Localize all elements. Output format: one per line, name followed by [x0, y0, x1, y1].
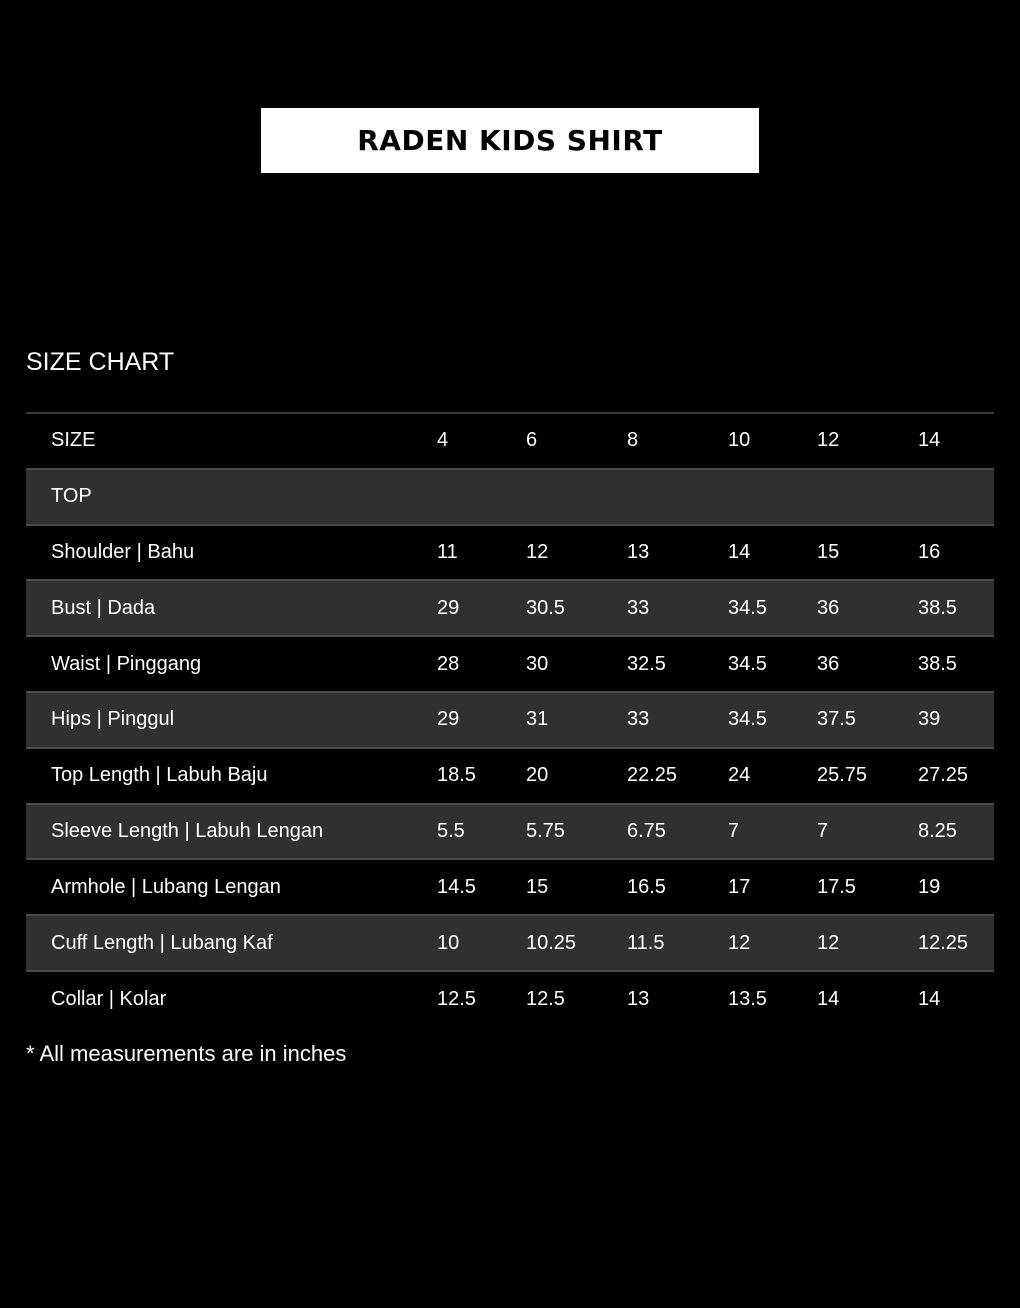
- table-header-row: [26, 413, 994, 469]
- table-cell: 38.5: [918, 652, 957, 675]
- table-cell: 24: [728, 764, 751, 787]
- table-cell: 36: [817, 652, 840, 675]
- table-row: [26, 580, 994, 636]
- table-cell: 20: [526, 764, 549, 787]
- table-cell: 17.5: [817, 875, 856, 898]
- table-cell: 5.75: [526, 819, 565, 842]
- size-chart-table: [26, 412, 994, 1027]
- table-cell: 10: [437, 931, 460, 954]
- measurement-footnote: * All measurements are in inches: [26, 1041, 347, 1066]
- table-cell: 34.5: [728, 652, 767, 675]
- table-cell: 14: [728, 540, 751, 563]
- row-label: Shoulder | Bahu: [51, 540, 195, 563]
- table-row: [26, 636, 994, 692]
- row-label: Top Length | Labuh Baju: [51, 764, 268, 787]
- table-cell: 14: [918, 987, 941, 1010]
- table-cell: 34.5: [728, 708, 767, 731]
- table-cell: 12.25: [918, 931, 969, 954]
- table-cell: 28: [437, 652, 460, 675]
- table-cell: 27.25: [918, 764, 969, 787]
- table-cell: 13: [627, 540, 650, 563]
- table-cell: 22.25: [627, 764, 678, 787]
- table-cell: 36: [817, 596, 840, 619]
- table-cell: 7: [817, 819, 829, 842]
- table-row: [26, 971, 994, 1027]
- table-cell: 14: [817, 987, 840, 1010]
- table-cell: 15: [817, 540, 840, 563]
- row-label: Bust | Dada: [51, 596, 156, 619]
- table-cell: 12.5: [526, 987, 565, 1010]
- row-label: Armhole | Lubang Lengan: [51, 875, 281, 898]
- table-row: [26, 525, 994, 581]
- table-row: [26, 748, 994, 804]
- table-row: [26, 859, 994, 915]
- table-cell: 10.25: [526, 931, 577, 954]
- row-label: Waist | Pinggang: [51, 652, 202, 675]
- table-cell: 12: [817, 931, 840, 954]
- group-label: TOP: [51, 485, 92, 508]
- table-cell: 11: [437, 540, 458, 563]
- page-title: RADEN KIDS SHIRT: [357, 124, 663, 157]
- table-cell: 16.5: [627, 875, 666, 898]
- header-cell: SIZE: [51, 429, 96, 452]
- table-cell: 30: [526, 652, 549, 675]
- row-label: Cuff Length | Lubang Kaf: [51, 931, 273, 954]
- table-cell: 33: [627, 708, 650, 731]
- row-label: Collar | Kolar: [51, 987, 167, 1010]
- table-cell: 17: [728, 875, 751, 898]
- group-row: [26, 469, 994, 525]
- row-label: Sleeve Length | Labuh Lengan: [51, 819, 324, 842]
- table-row: [26, 915, 994, 971]
- table-cell: 38.5: [918, 596, 957, 619]
- title-banner: [261, 108, 759, 173]
- table-cell: 16: [918, 540, 941, 563]
- table-cell: 29: [437, 708, 460, 731]
- table-cell: 34.5: [728, 596, 767, 619]
- table-cell: 15: [526, 875, 549, 898]
- table-cell: 11.5: [627, 931, 665, 954]
- header-cell: 8: [627, 429, 639, 452]
- row-label: Hips | Pinggul: [51, 708, 175, 731]
- table-cell: 13.5: [728, 987, 767, 1010]
- table-cell: 19: [918, 875, 941, 898]
- table-cell: 25.75: [817, 764, 868, 787]
- table-cell: 37.5: [817, 708, 856, 731]
- table-cell: 6.75: [627, 819, 666, 842]
- header-cell: 4: [437, 429, 449, 452]
- table-cell: 30.5: [526, 596, 565, 619]
- section-title: SIZE CHART: [26, 348, 175, 376]
- table-cell: 32.5: [627, 652, 666, 675]
- table-cell: 5.5: [437, 819, 465, 842]
- table-cell: 12.5: [437, 987, 476, 1010]
- table-row: [26, 692, 994, 748]
- header-cell: 10: [728, 429, 751, 452]
- table-cell: 31: [526, 708, 549, 731]
- table-cell: 29: [437, 596, 460, 619]
- table-cell: 8.25: [918, 819, 957, 842]
- table-cell: 13: [627, 987, 650, 1010]
- table-cell: 12: [728, 931, 751, 954]
- table-cell: 33: [627, 596, 650, 619]
- header-cell: 6: [526, 429, 538, 452]
- table-cell: 18.5: [437, 764, 476, 787]
- header-cell: 14: [918, 429, 941, 452]
- table-cell: 7: [728, 819, 740, 842]
- table-row: [26, 804, 994, 860]
- table-cell: 12: [526, 540, 549, 563]
- table-cell: 39: [918, 708, 941, 731]
- table-cell: 14.5: [437, 875, 476, 898]
- header-cell: 12: [817, 429, 840, 452]
